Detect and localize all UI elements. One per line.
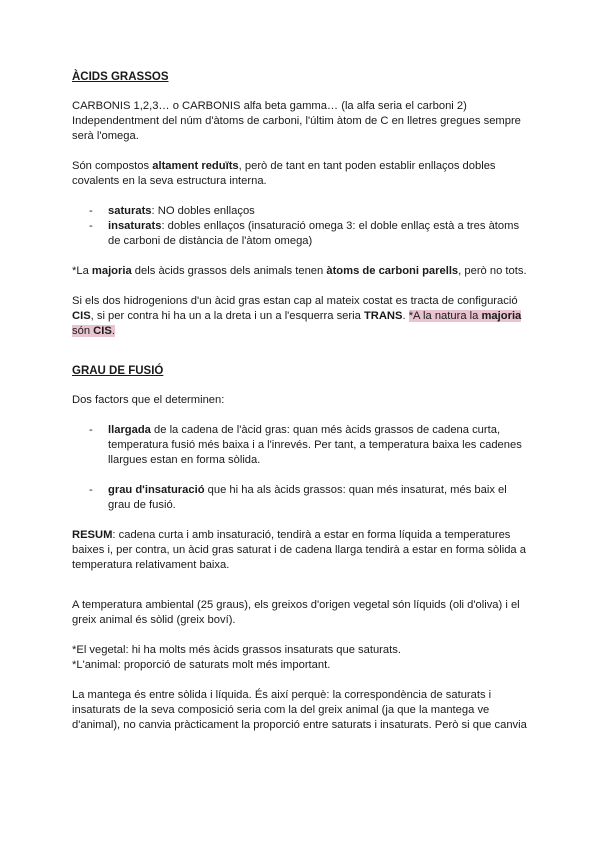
list-item [72,204,534,219]
bold-run: CIS [93,325,112,337]
highlight [72,325,115,337]
bold-run: RESUM [72,529,113,541]
text-line: greix animal és sòlid (greix boví). [72,614,236,626]
paragraph-vegetal-animal [72,643,534,673]
text-line: La mantega és entre sòlida i líquida. És així perquè: la correspondència de saturats i [72,689,492,701]
text-run: que hi ha als àcids grassos: quan més insaturat, més baix el [204,484,507,496]
text-line: d'animal), no canvia pràcticament la proporció entre saturats i insaturats. Però si que canvia [72,719,527,731]
text-line: CARBONIS 1,2,3… o CARBONIS alfa beta gamma… (la alfa seria el carboni 2) [72,100,467,112]
text-run: : dobles enllaços (insaturació omega 3: el doble enllaç està a tres àtoms [161,220,520,232]
text-line: covalents en la seva estructura interna. [72,175,267,187]
text-run: de la cadena de l'àcid gras: quan més àcids grassos de cadena curta, [150,424,501,436]
text-line: serà l'omega. [72,130,139,142]
list-item [72,483,534,513]
paragraph-resum [72,528,534,573]
text-line: Si els dos hidrogenions d'un àcid gras estan cap al mateix costat es tracta de configuració [72,295,518,307]
paragraph-factors: Dos factors que el determinen: [72,394,225,406]
bold-run: àtoms de carboni parells [326,265,459,277]
document-content [72,70,534,748]
list-item [72,423,534,468]
bold-run: altament reduïts [152,160,239,172]
text-line [72,309,534,324]
text-line: *L'animal: proporció de saturats molt més important. [72,659,331,671]
text-line: grau de fusió. [108,499,176,511]
bold-run: llargada [108,424,151,436]
bold-run: majoria [481,310,522,322]
text-run: són [72,325,94,337]
list-saturats [72,204,534,249]
heading-acids-grassos: ÀCIDS GRASSOS [72,71,169,83]
paragraph-carbonis [72,99,534,144]
text-run: , però no tots. [458,265,527,277]
dash-bullet: - [89,220,93,232]
spacer [72,588,534,598]
text-line [72,324,534,339]
text-run: *A la natura la [408,310,482,322]
bold-run: saturats [108,205,152,217]
spacer [72,354,534,364]
text-run: : cadena curta i amb insaturació, tendirà a estar en forma líquida a temperatures [112,529,511,541]
highlight [409,310,522,322]
text-run: *La [72,265,92,277]
paragraph-mantega [72,688,534,733]
list-factors [72,423,534,513]
paragraph-compostos [72,159,534,189]
text-line: baixes i, per contra, un àcid gras saturat i de cadena llarga tendirà a estar en forma sòlida a [72,544,526,556]
text-run: . [111,325,115,337]
paragraph-majoria [72,264,534,279]
text-line: Independentment del núm d'àtoms de carboni, l'últim àtom de C en lletres gregues sempre [72,115,521,127]
text-run: . [402,310,409,322]
text-run: , però de tant en tant poden establir enllaços dobles [238,160,496,172]
heading-grau-de-fusio: GRAU DE FUSIÓ [72,365,164,377]
dash-bullet: - [89,484,93,496]
bold-run: grau d'insaturació [108,484,205,496]
bold-run: insaturats [108,220,162,232]
list-item [72,219,534,249]
text-run: , si per contra hi ha un a la dreta i un a l'esquerra seria [90,310,364,322]
bold-run: CIS [72,310,91,322]
text-line: temperatura fusió més baixa i a l'inrevés. Per tant, a temperatura baixa les cadenes [108,439,522,451]
paragraph-cis-trans [72,294,534,339]
text-line: A temperatura ambiental (25 graus), els greixos d'origen vegetal són líquids (oli d'oliva) i el [72,599,520,611]
text-line [72,528,534,543]
dash-bullet: - [89,424,93,436]
text-line: temperatura relativament baixa. [72,559,230,571]
text-line: llargues estan en forma sòlida. [108,454,261,466]
bold-run: TRANS [363,310,403,322]
text-line: de carboni de distància de l'àtom omega) [108,235,313,247]
text-run: dels àcids grassos dels animals tenen [131,265,327,277]
text-run: : NO dobles enllaços [151,205,255,217]
text-line [72,159,534,174]
dash-bullet: - [89,205,93,217]
paragraph-temperatura-ambiental [72,598,534,628]
text-line: insaturats de la seva composició seria com la del greix animal (ja que la mantega ve [72,704,490,716]
text-line: *El vegetal: hi ha molts més àcids grassos insaturats que saturats. [72,644,401,656]
bold-run: majoria [91,265,132,277]
text-run: Són compostos [72,160,153,172]
